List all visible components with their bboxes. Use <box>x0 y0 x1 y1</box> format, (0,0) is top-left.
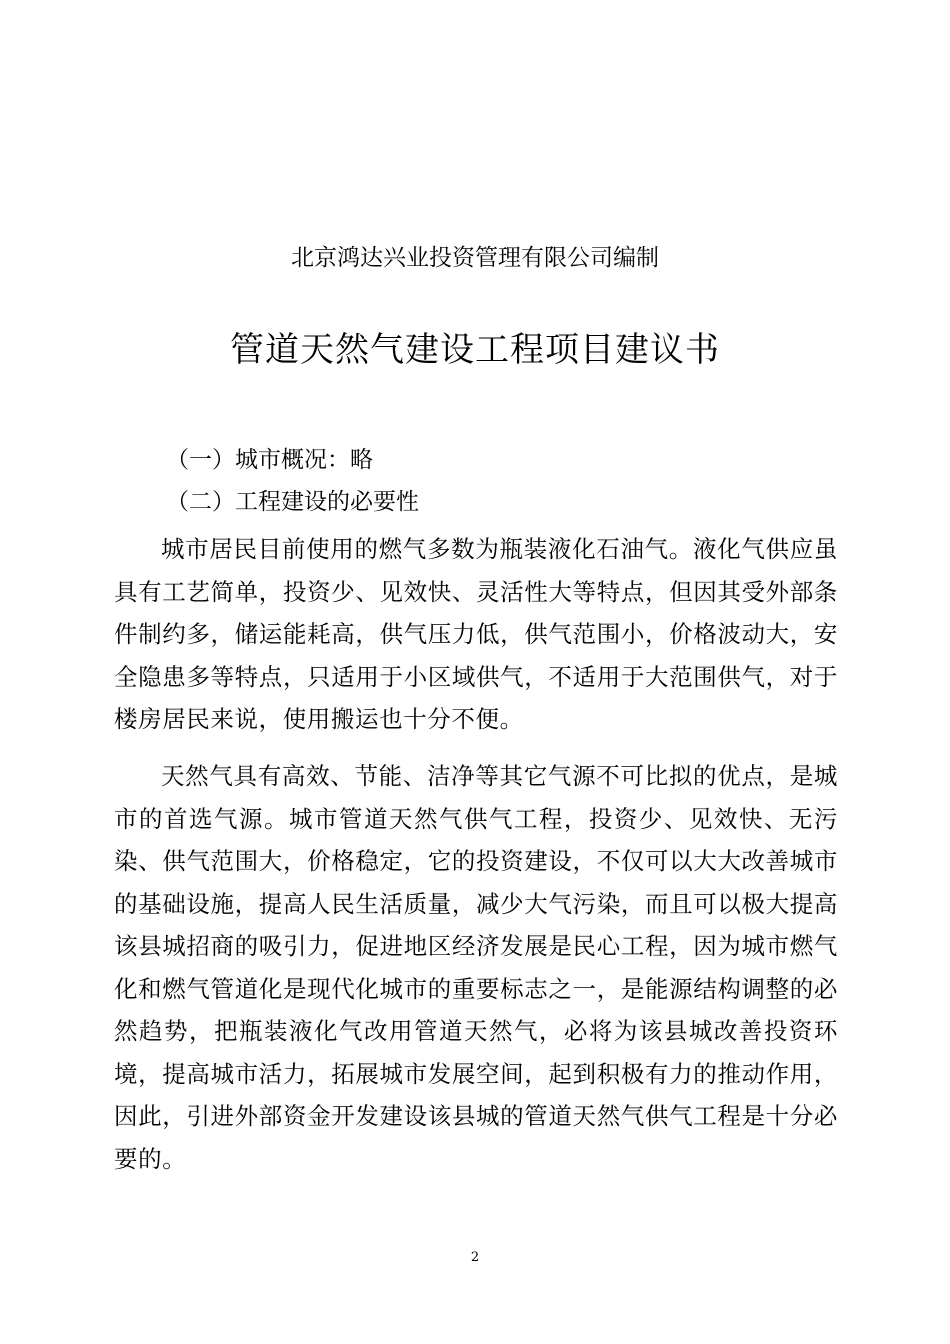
section-heading-necessity: （二）工程建设的必要性 <box>166 489 419 515</box>
compiler-line: 北京鸿达兴业投资管理有限公司编制 <box>291 245 659 271</box>
section-heading-overview: （一）城市概况：略 <box>166 447 373 473</box>
document-title: 管道天然气建设工程项目建议书 <box>230 330 720 370</box>
body-paragraph: 天然气具有高效、节能、洁净等其它气源不可比拟的优点，是城市的首选气源。城市管道天然气供气工程，投资少、见效快、无污染、供气范围大，价格稳定，它的投资建设，不仅可以大大改善城市的基础设施，提高人民生活质量，减少大气污染，而且可以极大提高该县城招商的吸引力，促进地区经济发展是民心工程，因为城市燃气化和燃气管道化是现代化城市的重要标志之一，是能源结构调整的必然趋势，把瓶装液化气改用管道天然气，必将为该县城改善投资环境，提高城市活力，拓展城市发展空间，起到积极有力的推动作用，因此，引进外部资金开发建设该县城的管道天然气供气工程是十分必要的。 <box>114 762 838 1173</box>
page-number: 2 <box>470 1250 480 1265</box>
body-paragraph: 城市居民目前使用的燃气多数为瓶装液化石油气。液化气供应虽具有工艺简单，投资少、见效快、灵活性大等特点，但因其受外部条件制约多，储运能耗高，供气压力低，供气范围小，价格波动大，安全隐患多等特点，只适用于小区域供气，不适用于大范围供气，对于楼房居民来说，使用搬运也十分不便。 <box>114 535 838 733</box>
